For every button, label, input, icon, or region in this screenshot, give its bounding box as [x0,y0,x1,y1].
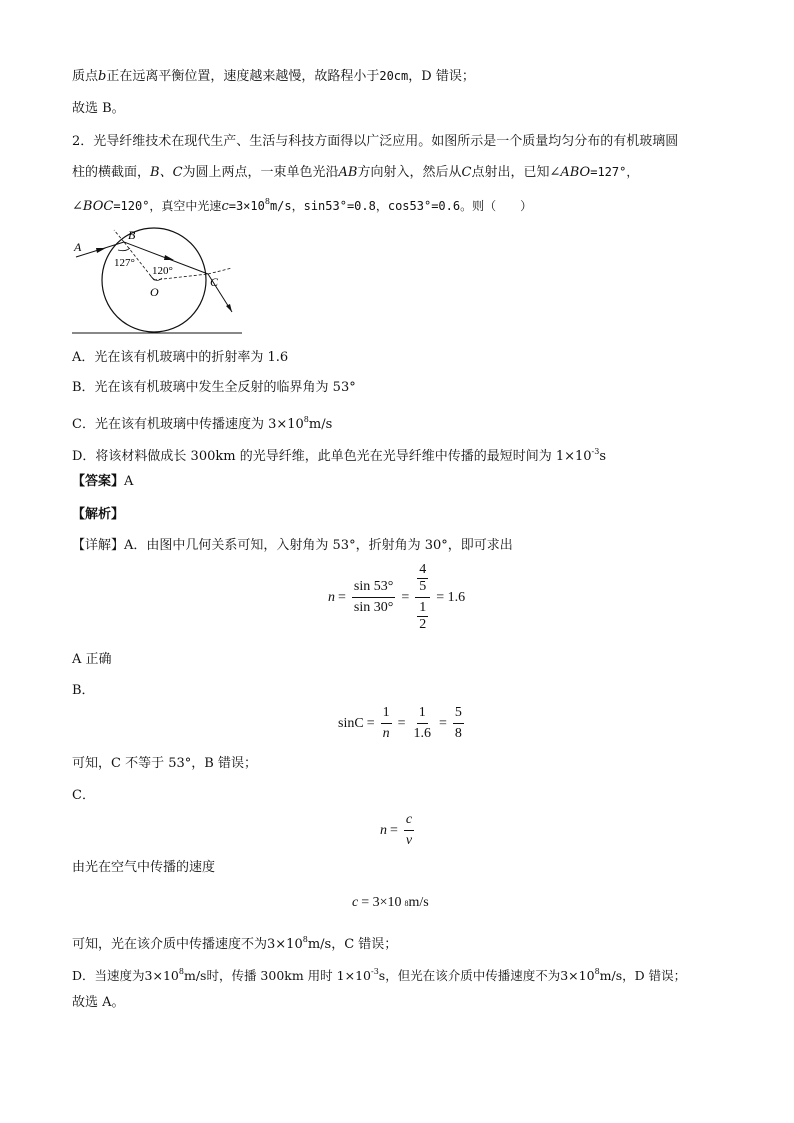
option-b: B．光在该有机玻璃中发生全反射的临界角为 53° [72,380,356,395]
fraction-numerator: sin 53° [352,579,395,598]
formula-operator: = [397,715,406,731]
formula-operator: = [439,715,447,731]
text: c [221,199,229,214]
text: 1 [419,600,427,615]
label-a: A [74,240,82,254]
question-line-1: 2．光导纤维技术在现代生产、生活与科技方面得以广泛应用。如图所示是一个质量均匀分布的有机玻璃圆 [72,134,679,149]
option-c [72,410,732,435]
text: 5 [419,579,427,594]
fraction-denominator: v [405,833,413,848]
text: b [98,69,107,84]
text: s，但光在该介质中传播速度不为 [378,968,561,983]
option-d [72,442,732,467]
optics-figure [70,222,250,340]
formula-operator: = [401,589,410,605]
text: 2 [419,617,427,632]
angle-label-120: 120° [152,265,173,277]
detail-tag: 【详解】 [72,538,125,553]
formula-refractive-index [328,562,468,633]
text: 正在远离平衡位置，速度越来越慢，故路程小于 [106,69,380,84]
final-line: 故选 A。 [72,995,125,1010]
text: 时，传播 300km 用时 1×10 [206,968,371,983]
formula-unit: m/s [408,895,429,910]
fraction-numerator: 1 [417,705,428,724]
fraction-denominator: n [382,726,390,741]
fraction-denominator: sin 30° [353,600,394,615]
fraction-denominator: 8 [454,726,462,741]
text: 8 [404,898,409,908]
text: C [461,165,472,180]
text: 柱的横截面， [72,165,151,180]
text: D．当速度为 [72,968,145,983]
fraction [453,705,464,742]
fraction-numerator: 5 [453,705,464,724]
c-conclusion-line [72,930,732,955]
text: 为圆上两点，一束单色光沿 [182,165,339,180]
fraction-numerator [415,562,430,598]
fraction-numerator: c [404,812,414,831]
text: m/s [599,968,623,983]
text: s [599,449,607,464]
text: 8 [303,415,309,424]
text: AB [338,165,358,180]
text: =127°， [590,165,639,179]
text: C．光在该有机玻璃中传播速度为 3×10 [72,417,304,432]
text: ，C 错误； [331,937,398,952]
normal-b [114,230,124,242]
text: 4 [419,562,427,577]
text: BOC [82,199,114,214]
incident-arrow [96,248,106,253]
question-line-2 [72,162,732,183]
text: D．将该材料做成长 300km 的光导纤维，此单色光在光导纤维中传播的最短时间为 1×10 [72,449,592,464]
refracted-arrow [164,255,174,260]
text: 8 [302,935,308,944]
text: 8 [594,967,600,976]
d-line [72,962,732,986]
answer-tag: 【答案】 [72,474,125,489]
b-conclusion-line: 可知，C 不等于 53°，B 错误； [72,756,257,771]
text: ，D 错误； [622,968,687,983]
text: m/s [183,968,207,983]
formula-result: = 1.6 [436,589,466,605]
option-a: A．光在该有机玻璃中的折射率为 1.6 [72,350,289,365]
fraction [352,579,395,616]
text: B、C [150,165,183,180]
text: 8 [178,967,184,976]
text: -3 [591,447,600,456]
prev-line-1 [72,66,732,87]
nested-fraction [415,562,430,633]
a-correct-line: A 正确 [72,652,112,667]
text: 3×10 [560,968,595,983]
b-label-line: B． [72,683,95,698]
fraction-numerator: 1 [381,705,392,724]
fraction-denominator: 1.6 [413,726,431,741]
formula-symbol: sinC [338,715,364,731]
analysis-tag: 【解析】 [72,507,125,522]
emergent-arrow [226,304,232,312]
answer-line [72,472,732,492]
text: m/s [307,937,332,952]
angle-label-127: 127° [114,257,135,269]
detail-line [72,536,732,556]
answer-value: A [124,474,134,489]
formula-light-speed [352,895,429,911]
formula-operator: = [366,715,375,731]
formula-symbol: n [380,822,387,838]
question-line-3 [72,192,732,217]
text: =120°，真空中光速 [113,199,222,213]
text: ∠ [72,199,83,214]
text: -3 [371,967,379,976]
text: m/s [308,417,333,432]
label-b: B [128,228,136,242]
text: 点射出，已知∠ [471,165,561,180]
c-label-line: C． [72,788,95,803]
normal-c [208,268,232,274]
analysis-line [72,505,732,525]
formula-operator: = [390,822,398,838]
fraction [381,705,392,742]
c-text-line: 由光在空气中传播的速度 [72,860,216,875]
fraction [412,705,434,742]
formula-operator: = [338,589,346,605]
text: m/s，sin53°=0.8，cos53°=0.6。则（ ） [269,199,533,213]
text: 质点 [72,69,99,84]
text: 3×10 [144,968,179,983]
formula-critical-angle [338,705,467,742]
prev-line-2: 故选 B。 [72,101,125,116]
text: 8 [264,197,270,206]
formula-symbol: n [328,589,335,605]
label-o: O [150,285,159,299]
text: 可知，光在该介质中传播速度不为 [72,937,268,952]
text: 方向射入，然后从 [357,165,462,180]
formula-operator: = 3×10 [361,895,402,910]
angle-arc-b [118,248,130,251]
label-c: C [210,275,219,289]
text: ABO [560,165,591,180]
fraction [404,812,414,849]
text: A．由图中几何关系可知，入射角为 53°，折射角为 30°，即可求出 [124,538,513,553]
formula-symbol: c [352,895,359,910]
text: ，D 错误； [408,69,475,84]
text: =3×10 [228,199,265,213]
text: 20cm [379,69,409,83]
text: 3×10 [267,937,303,952]
formula-speed-ratio [380,812,417,849]
fraction-denominator [415,598,430,633]
